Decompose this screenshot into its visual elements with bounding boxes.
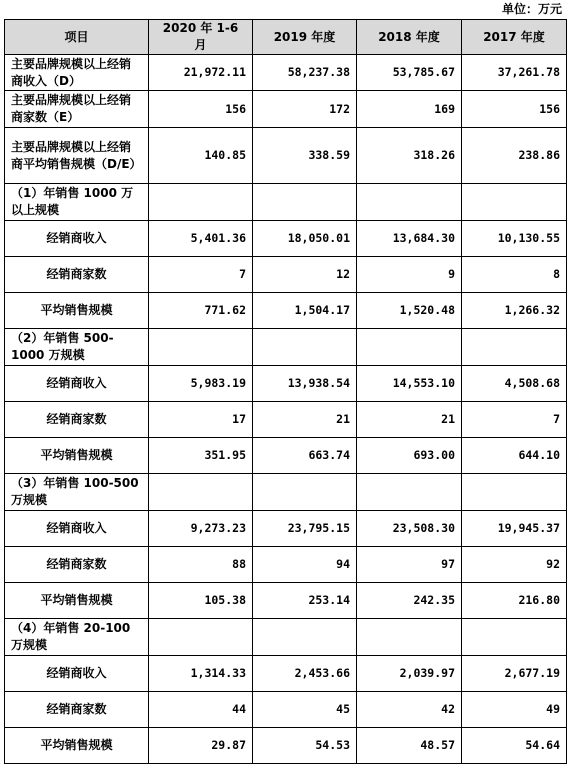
empty-cell xyxy=(253,474,357,511)
cell-value: 156 xyxy=(149,91,253,128)
table-row xyxy=(5,728,567,764)
cell-value: 49 xyxy=(462,692,567,728)
section-label: （2）年销售 500-1000 万规模 xyxy=(5,329,149,366)
table-row xyxy=(5,692,567,728)
row-label: 平均销售规模 xyxy=(5,438,149,474)
cell-value: 18,050.01 xyxy=(253,221,357,257)
cell-value: 1,314.33 xyxy=(149,656,253,692)
cell-value: 48.57 xyxy=(357,728,462,764)
cell-value: 338.59 xyxy=(253,128,357,184)
cell-value: 10,130.55 xyxy=(462,221,567,257)
cell-value: 42 xyxy=(357,692,462,728)
cell-value: 58,237.38 xyxy=(253,55,357,91)
header-2019: 2019 年度 xyxy=(253,20,357,55)
cell-value: 14,553.10 xyxy=(357,366,462,402)
section-row xyxy=(5,474,567,511)
row-label: 经销商收入 xyxy=(5,366,149,402)
cell-value: 105.38 xyxy=(149,583,253,619)
cell-value: 23,795.15 xyxy=(253,511,357,547)
empty-cell xyxy=(149,619,253,656)
cell-value: 4,508.68 xyxy=(462,366,567,402)
cell-value: 156 xyxy=(462,91,567,128)
table-row xyxy=(5,293,567,329)
empty-cell xyxy=(462,619,567,656)
empty-cell xyxy=(149,474,253,511)
empty-cell xyxy=(253,619,357,656)
cell-value: 1,504.17 xyxy=(253,293,357,329)
cell-value: 37,261.78 xyxy=(462,55,567,91)
dealer-revenue-table xyxy=(4,19,567,764)
table-row xyxy=(5,402,567,438)
cell-value: 21 xyxy=(357,402,462,438)
cell-value: 17 xyxy=(149,402,253,438)
cell-value: 7 xyxy=(462,402,567,438)
cell-value: 21,972.11 xyxy=(149,55,253,91)
cell-value: 1,520.48 xyxy=(357,293,462,329)
empty-cell xyxy=(357,329,462,366)
header-2020h1: 2020 年 1-6 月 xyxy=(149,20,253,55)
cell-value: 644.10 xyxy=(462,438,567,474)
empty-cell xyxy=(253,184,357,221)
cell-value: 5,983.19 xyxy=(149,366,253,402)
cell-value: 88 xyxy=(149,547,253,583)
empty-cell xyxy=(357,184,462,221)
row-label: 经销商收入 xyxy=(5,511,149,547)
cell-value: 253.14 xyxy=(253,583,357,619)
empty-cell xyxy=(149,184,253,221)
table-row xyxy=(5,656,567,692)
table-row xyxy=(5,221,567,257)
empty-cell xyxy=(357,474,462,511)
cell-value: 351.95 xyxy=(149,438,253,474)
section-label: （4）年销售 20-100 万规模 xyxy=(5,619,149,656)
row-label: 平均销售规模 xyxy=(5,293,149,329)
empty-cell xyxy=(357,619,462,656)
cell-value: 29.87 xyxy=(149,728,253,764)
cell-value: 8 xyxy=(462,257,567,293)
cell-value: 7 xyxy=(149,257,253,293)
table-row xyxy=(5,55,567,91)
section-row xyxy=(5,329,567,366)
row-label: 经销商家数 xyxy=(5,257,149,293)
cell-value: 2,453.66 xyxy=(253,656,357,692)
cell-value: 54.53 xyxy=(253,728,357,764)
row-label: 主要品牌规模以上经销商收入（D） xyxy=(5,55,149,91)
cell-value: 53,785.67 xyxy=(357,55,462,91)
table-row xyxy=(5,128,567,184)
cell-value: 44 xyxy=(149,692,253,728)
empty-cell xyxy=(149,329,253,366)
section-row xyxy=(5,619,567,656)
unit-label: 单位：万元 xyxy=(501,2,562,16)
cell-value: 19,945.37 xyxy=(462,511,567,547)
header-2018: 2018 年度 xyxy=(357,20,462,55)
cell-value: 9,273.23 xyxy=(149,511,253,547)
cell-value: 2,677.19 xyxy=(462,656,567,692)
cell-value: 238.86 xyxy=(462,128,567,184)
cell-value: 242.35 xyxy=(357,583,462,619)
cell-value: 663.74 xyxy=(253,438,357,474)
table-row xyxy=(5,511,567,547)
cell-value: 216.80 xyxy=(462,583,567,619)
cell-value: 12 xyxy=(253,257,357,293)
cell-value: 13,684.30 xyxy=(357,221,462,257)
cell-value: 771.62 xyxy=(149,293,253,329)
table-row xyxy=(5,366,567,402)
row-label: 经销商收入 xyxy=(5,656,149,692)
cell-value: 45 xyxy=(253,692,357,728)
row-label: 经销商家数 xyxy=(5,547,149,583)
empty-cell xyxy=(462,329,567,366)
row-label: 经销商收入 xyxy=(5,221,149,257)
cell-value: 23,508.30 xyxy=(357,511,462,547)
section-label: （1）年销售 1000 万以上规模 xyxy=(5,184,149,221)
cell-value: 1,266.32 xyxy=(462,293,567,329)
cell-value: 172 xyxy=(253,91,357,128)
empty-cell xyxy=(462,184,567,221)
cell-value: 94 xyxy=(253,547,357,583)
table-row xyxy=(5,547,567,583)
header-2017: 2017 年度 xyxy=(462,20,567,55)
cell-value: 9 xyxy=(357,257,462,293)
empty-cell xyxy=(253,329,357,366)
cell-value: 140.85 xyxy=(149,128,253,184)
row-label: 平均销售规模 xyxy=(5,728,149,764)
cell-value: 21 xyxy=(253,402,357,438)
row-label: 主要品牌规模以上经销商家数（E） xyxy=(5,91,149,128)
cell-value: 169 xyxy=(357,91,462,128)
cell-value: 97 xyxy=(357,547,462,583)
cell-value: 693.00 xyxy=(357,438,462,474)
table-row xyxy=(5,583,567,619)
cell-value: 318.26 xyxy=(357,128,462,184)
cell-value: 2,039.97 xyxy=(357,656,462,692)
row-label: 主要品牌规模以上经销商平均销售规模（D/E） xyxy=(5,128,149,184)
table-header-row xyxy=(5,20,567,55)
cell-value: 13,938.54 xyxy=(253,366,357,402)
row-label: 平均销售规模 xyxy=(5,583,149,619)
row-label: 经销商家数 xyxy=(5,692,149,728)
header-item: 项目 xyxy=(5,20,149,55)
row-label: 经销商家数 xyxy=(5,402,149,438)
cell-value: 54.64 xyxy=(462,728,567,764)
empty-cell xyxy=(462,474,567,511)
cell-value: 92 xyxy=(462,547,567,583)
cell-value: 5,401.36 xyxy=(149,221,253,257)
section-row xyxy=(5,184,567,221)
section-label: （3）年销售 100-500 万规模 xyxy=(5,474,149,511)
table-row xyxy=(5,91,567,128)
table-row xyxy=(5,257,567,293)
table-row xyxy=(5,438,567,474)
